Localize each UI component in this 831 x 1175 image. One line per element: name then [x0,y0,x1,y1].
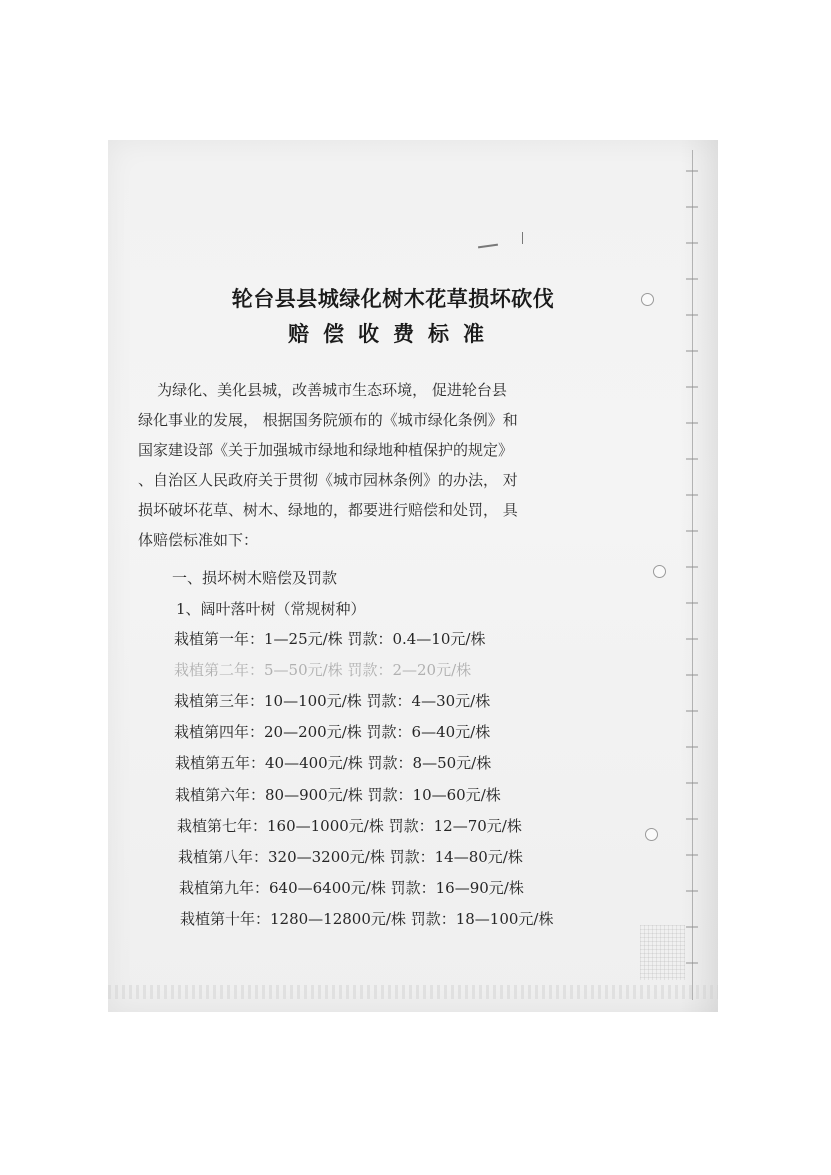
intro-line: 绿化事业的发展， 根据国务院颁布的《城市绿化条例》和 [138,411,518,429]
intro-line: 为绿化、美化县城，改善城市生态环境， 促进轮台县 [138,381,507,399]
punch-hole-bottom [645,828,658,841]
rate-row-year-7: 栽植第七年：160—1000元/株 罚款：12—70元/株 [177,817,522,835]
section-heading: 一、损坏树木赔偿及罚款 [172,569,338,587]
binding-line [692,150,693,1000]
rate-row-year-8: 栽植第八年：320—3200元/株 罚款：14—80元/株 [178,848,523,866]
intro-line: 国家建设部《关于加强城市绿地和绿地种植保护的规定》 [138,441,514,459]
scan-noise [640,925,685,980]
rate-row-year-10: 栽植第十年：1280—12800元/株 罚款：18—100元/株 [180,910,554,928]
intro-line: 体赔偿标准如下： [138,531,259,549]
subsection-heading: 1、阔叶落叶树（常规树种） [176,600,366,618]
intro-paragraph [138,375,578,555]
rate-row-year-6: 栽植第六年：80—900元/株 罚款：10—60元/株 [175,786,501,804]
document-subtitle: 赔偿收费标准 [288,322,498,346]
rate-row-year-2: 栽植第二年：5—50元/株 罚款：2—20元/株 [174,661,472,679]
rate-row-year-4: 栽植第四年：20—200元/株 罚款：6—40元/株 [174,723,491,741]
document-title: 轮台县县城绿化树木花草损坏砍伐 [231,287,555,311]
punch-hole-middle [653,565,666,578]
intro-line: 、自治区人民政府关于贯彻《城市园林条例》的办法， 对 [138,471,518,489]
rate-row-year-1: 栽植第一年：1—25元/株 罚款：0.4—10元/株 [174,630,486,648]
rate-row-year-3: 栽植第三年：10—100元/株 罚款：4—30元/株 [174,692,491,710]
scan-artifact [522,232,523,244]
rate-row-year-9: 栽植第九年：640—6400元/株 罚款：16—90元/株 [179,879,524,897]
scan-noise [108,985,718,999]
intro-line: 损坏破坏花草、树木、绿地的，都要进行赔偿和处罚， 具 [138,501,518,519]
rate-row-year-5: 栽植第五年：40—400元/株 罚款：8—50元/株 [175,754,492,772]
